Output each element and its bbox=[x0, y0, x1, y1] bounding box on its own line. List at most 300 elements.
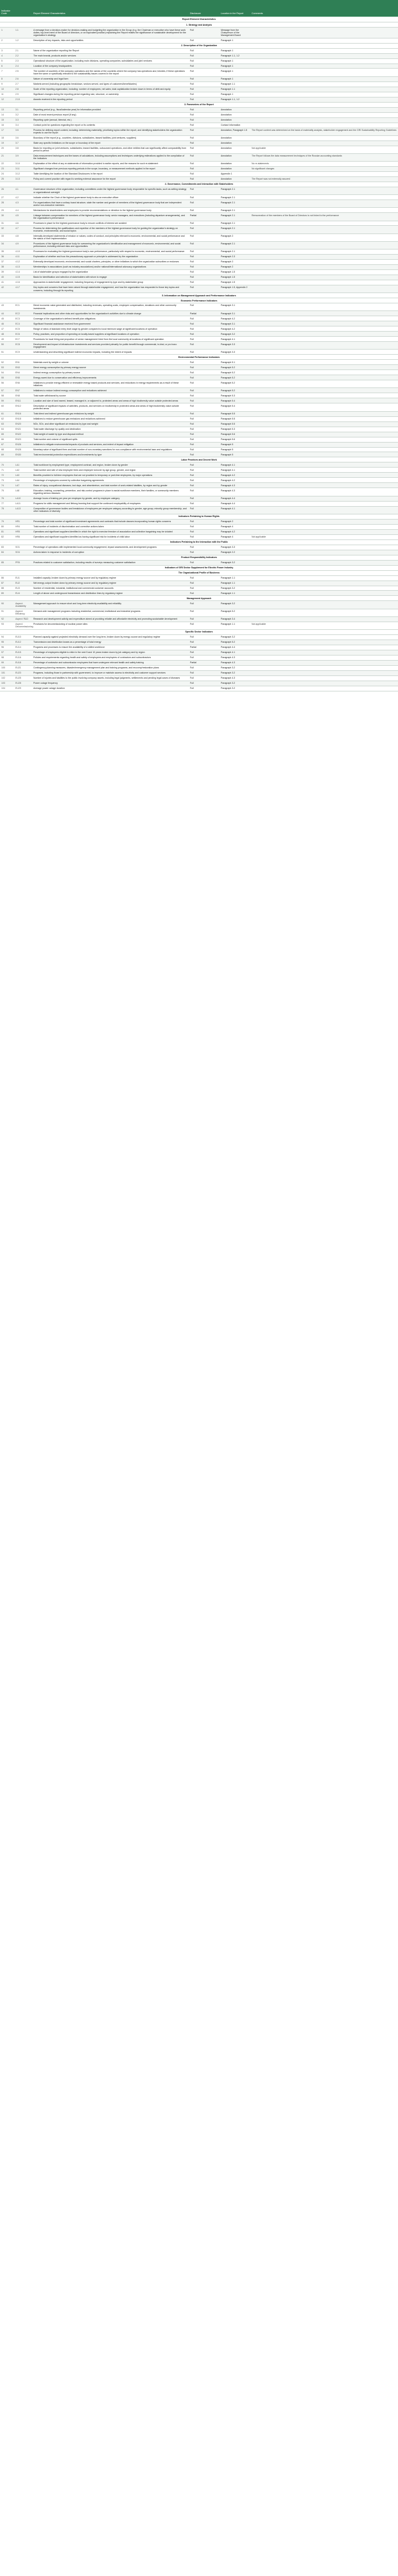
comment: Not applicable bbox=[250, 622, 398, 629]
disclosure-level: Full bbox=[189, 58, 220, 64]
table-row bbox=[0, 255, 398, 260]
row-number: 58 bbox=[0, 393, 14, 398]
report-element: List of stakeholder groups engaged by the organization bbox=[32, 269, 189, 275]
row-number: 78 bbox=[0, 506, 14, 514]
report-location: Paragraph 5.2 bbox=[220, 609, 250, 616]
report-location: Paragraph 2.1 bbox=[220, 250, 250, 255]
disclosure-level: Full bbox=[189, 534, 220, 539]
indicator-code: 4.11 bbox=[14, 255, 32, 260]
disclosure-level: Full bbox=[189, 609, 220, 616]
report-location: Paragraph 1.1 bbox=[220, 580, 250, 586]
section-heading: Management Approach bbox=[0, 596, 398, 601]
report-element: Internally developed statements of mission or values, codes of conduct, and principles relevant to economic, environmental, and social performance and the status of their implementation bbox=[32, 233, 189, 241]
table-row bbox=[0, 87, 398, 92]
indicator-code: 4.2 bbox=[14, 195, 32, 200]
table-row bbox=[0, 622, 398, 629]
report-location: Paragraph 2 bbox=[220, 265, 250, 270]
comment bbox=[250, 87, 398, 92]
disclosure-level: Partial bbox=[189, 645, 220, 650]
indicator-code: 4.9 bbox=[14, 241, 32, 249]
row-number: 2 bbox=[0, 38, 14, 43]
report-location: Paragraph 4.4 bbox=[220, 645, 250, 650]
comment bbox=[250, 601, 398, 609]
indicator-code: EU16 bbox=[14, 655, 32, 660]
table-row bbox=[0, 177, 398, 182]
report-element: Contingency planning measures, disaster/emergency management plan and training programs, and recovery/restoration plans bbox=[32, 665, 189, 670]
table-row bbox=[0, 432, 398, 437]
comment: Not applicable bbox=[250, 534, 398, 539]
indicator-code: EC2 bbox=[14, 311, 32, 316]
report-element: Total weight of waste by type and disposal method bbox=[32, 432, 189, 437]
report-location: Paragraph 5.6 bbox=[220, 432, 250, 437]
table-row bbox=[0, 167, 398, 172]
table-row bbox=[0, 478, 398, 483]
comment bbox=[250, 255, 398, 260]
row-number: 5 bbox=[0, 58, 14, 64]
report-element: The number of countries of the company operations and the names of the countries where the company has operations and, besides, if these operations have the same or specifically relevant to the sustainability issues covered in the report bbox=[32, 69, 189, 76]
report-location: Paragraph 4.2 bbox=[220, 473, 250, 478]
report-element: Programs and processes to ensure the availability of a skilled workforce bbox=[32, 645, 189, 650]
report-element: Benefits provided to full-time employees that are not provided to temporary or part-time employees, by major operations bbox=[32, 473, 189, 478]
report-element: Significant changes from previous reporting periods in the scope, boundary, or measurement methods applied in the report bbox=[32, 167, 189, 172]
report-element: Data measurement techniques and the bases of calculations, including assumptions and techniques underlying estimations applied to the compilation of the Indicators bbox=[32, 153, 189, 161]
row-number: 13 bbox=[0, 107, 14, 112]
table-row bbox=[0, 280, 398, 285]
row-number: 10 bbox=[0, 87, 14, 92]
report-location: Paragraph 5.3 bbox=[220, 393, 250, 398]
comment bbox=[250, 545, 398, 550]
report-element: Management approach to ensure short and long-term electricity availability and reliability bbox=[32, 601, 189, 609]
report-element: Length of above and underground transmission and distribution lines by regulatory regime bbox=[32, 591, 189, 596]
comment bbox=[250, 316, 398, 321]
table-row bbox=[0, 250, 398, 255]
report-element: Scale of the reporting organization, including: number of employees; net sales; total capitalization broken down in terms of debt and equity bbox=[32, 87, 189, 92]
indicator-code: 4.7 bbox=[14, 226, 32, 233]
report-element: Policies and requirements regarding health and safety of employees and employees of contractors and subcontractors bbox=[32, 655, 189, 660]
indicator-code: EC5 bbox=[14, 326, 32, 332]
table-row bbox=[0, 123, 398, 128]
comment bbox=[250, 350, 398, 355]
report-element: Total direct and indirect greenhouse gas emissions by weight bbox=[32, 411, 189, 416]
table-row bbox=[0, 670, 398, 675]
comment bbox=[250, 655, 398, 660]
comment bbox=[250, 326, 398, 332]
indicator-code: 4.16 bbox=[14, 280, 32, 285]
table-row bbox=[0, 488, 398, 496]
table-row bbox=[0, 326, 398, 332]
indicator-code: Aspect: Efficiency bbox=[14, 609, 32, 616]
report-location: Paragraph 4.3 bbox=[220, 675, 250, 681]
indicator-code: Aspect: R&D bbox=[14, 616, 32, 622]
row-number: 52 bbox=[0, 360, 14, 365]
disclosure-level: Full bbox=[189, 350, 220, 355]
disclosure-level: Full bbox=[189, 107, 220, 112]
report-element: Programs for skills management and lifelong learning that support the continued employability of employees bbox=[32, 501, 189, 506]
report-element: Processes for evaluating the highest governance body's own performance, particularly with respect to economic, environmental, and social performance bbox=[32, 250, 189, 255]
report-element: Initiatives to provide energy-efficient or renewable energy based products and services, and reductions in energy requirements as a result of these initiatives bbox=[32, 380, 189, 388]
report-element: Linkage between compensation for members of the highest governance body, senior managers, and executives (including departure arrangements), and the organization's performance bbox=[32, 213, 189, 221]
report-location: Paragraph 4.2 bbox=[220, 316, 250, 321]
indicator-code: 3.11 bbox=[14, 167, 32, 172]
table-row bbox=[0, 473, 398, 478]
report-location: Paragraph 4.1 bbox=[220, 650, 250, 655]
disclosure-level: Full bbox=[189, 365, 220, 370]
disclosure-level: Full bbox=[189, 285, 220, 292]
report-location: Paragraph 5 bbox=[220, 442, 250, 447]
indicator-code: EN23 bbox=[14, 437, 32, 442]
row-number: 33 bbox=[0, 233, 14, 241]
report-element: Description of significant impacts of activities, products, and services on biodiversity in protected areas and areas of high biodiversity value outside protected areas bbox=[32, 403, 189, 411]
indicator-code: LA10 bbox=[14, 496, 32, 501]
disclosure-level: Full bbox=[189, 153, 220, 161]
row-number: 6 bbox=[0, 64, 14, 69]
report-location: Annotation bbox=[220, 140, 250, 146]
comment bbox=[250, 501, 398, 506]
row-number: 39 bbox=[0, 269, 14, 275]
disclosure-level: Full bbox=[189, 462, 220, 468]
report-location: Paragraph 4.1 bbox=[220, 462, 250, 468]
report-location: Paragraph 1 bbox=[220, 64, 250, 69]
row-number: 45 bbox=[0, 316, 14, 321]
disclosure-level: Partial bbox=[189, 311, 220, 316]
subsection-heading-row bbox=[0, 630, 398, 635]
indicator-code: EN6 bbox=[14, 380, 32, 388]
disclosure-level: Full bbox=[189, 332, 220, 337]
report-location: Paragraph 2.1 bbox=[220, 200, 250, 208]
indicator-code: 2.1 bbox=[14, 48, 32, 53]
report-location: Paragraph 4.2 bbox=[220, 326, 250, 332]
report-element: Policy and current practice with regard to seeking external assurance for the report bbox=[32, 177, 189, 182]
report-element: Mechanisms for shareholders and employees to provide recommendations or direction to the highest governance body bbox=[32, 208, 189, 213]
comment bbox=[250, 53, 398, 58]
indicator-code: 2.8 bbox=[14, 87, 32, 92]
disclosure-level: Full bbox=[189, 421, 220, 427]
table-row bbox=[0, 421, 398, 427]
table-row bbox=[0, 398, 398, 403]
report-location: Paragraph 4.3 bbox=[220, 488, 250, 496]
report-location: Paragraph 1 bbox=[220, 58, 250, 64]
disclosure-level: Full bbox=[189, 370, 220, 375]
disclosure-level: Full bbox=[189, 250, 220, 255]
comment bbox=[250, 550, 398, 555]
comment bbox=[250, 388, 398, 393]
comment bbox=[250, 285, 398, 292]
comment bbox=[250, 462, 398, 468]
report-element: A message from a decision-maker for decision-making and budgeting the organization in the Group (e.g. the Chairman or executive who have these work duties, top-level need of the Board of directors, or an equivalent position) explaining the Report relates the significance of sustainable development for the organization's strategy bbox=[32, 28, 189, 38]
table-row bbox=[0, 365, 398, 370]
report-location: Paragraph 3.2 bbox=[220, 681, 250, 686]
disclosure-level: Full bbox=[189, 53, 220, 58]
indicator-code: 1.2 bbox=[14, 38, 32, 43]
indicator-code: 4.8 bbox=[14, 233, 32, 241]
table-row bbox=[0, 332, 398, 337]
row-number: 57 bbox=[0, 388, 14, 393]
report-location: Paragraph 2.1 bbox=[220, 195, 250, 200]
report-location: Paragraph 1.5, Appendix 2 bbox=[220, 285, 250, 292]
row-number: 25 bbox=[0, 177, 14, 182]
report-element: Memberships in associations (such as industry associations) and/or national/international advocacy organizations bbox=[32, 265, 189, 270]
indicator-code: EN28 bbox=[14, 447, 32, 452]
disclosure-level: Full bbox=[189, 452, 220, 457]
report-element: Coverage of the organization's defined benefit plan obligations bbox=[32, 316, 189, 321]
indicator-code: EU14 bbox=[14, 645, 32, 650]
comment bbox=[250, 135, 398, 140]
indicator-code: 4.6 bbox=[14, 221, 32, 226]
row-number: 12 bbox=[0, 97, 14, 102]
comment bbox=[250, 226, 398, 233]
row-number: 15 bbox=[0, 117, 14, 123]
row-number: 28 bbox=[0, 200, 14, 208]
report-element: Nature of ownership and legal form bbox=[32, 76, 189, 81]
report-location: Paragraph 5.2 bbox=[220, 388, 250, 393]
row-number: 16 bbox=[0, 123, 14, 128]
report-location: Paragraph 3.2 bbox=[220, 686, 250, 691]
table-row bbox=[0, 97, 398, 102]
disclosure-level: Full bbox=[189, 360, 220, 365]
row-number: 80 bbox=[0, 524, 14, 529]
comment bbox=[250, 107, 398, 112]
comment bbox=[250, 117, 398, 123]
row-number: 50 bbox=[0, 342, 14, 350]
section-heading: 5. Information on Management Approach and Performance Indicators bbox=[0, 293, 398, 298]
disclosure-level: Full bbox=[189, 586, 220, 591]
report-location: Paragraph 3.1 bbox=[220, 303, 250, 311]
section-heading: Product Responsibility Indicators bbox=[0, 555, 398, 560]
comment bbox=[250, 416, 398, 421]
comment bbox=[250, 650, 398, 655]
comment bbox=[250, 208, 398, 213]
disclosure-level: Full bbox=[189, 275, 220, 280]
subsection-heading-row bbox=[0, 298, 398, 303]
report-element: Development and impact of infrastructure investments and services provided primarily for public benefit through commercial, in-kind, or pro bono engagement bbox=[32, 342, 189, 350]
comment bbox=[250, 575, 398, 580]
report-element: Percentage of employees eligible to retire in the next 5 and 10 years broken down by job category and by region bbox=[32, 650, 189, 655]
indicator-code: LA8 bbox=[14, 488, 32, 496]
subsection-heading-row bbox=[0, 22, 398, 28]
row-number: 23 bbox=[0, 167, 14, 172]
report-element: Rates of injury, occupational diseases, lost days, and absenteeism, and total number of work-related fatalities, by region and by gender bbox=[32, 483, 189, 488]
indicator-code: EC3 bbox=[14, 316, 32, 321]
disclosure-level: Full bbox=[189, 468, 220, 473]
row-number: 19 bbox=[0, 140, 14, 146]
table-row bbox=[0, 285, 398, 292]
table-row bbox=[0, 462, 398, 468]
report-element: For organizations that have a unitary board structure, state the number and gender of members of the highest governance body that are independent and/or non-executive members bbox=[32, 200, 189, 208]
report-element: Operations and significant suppliers identified as having significant risk for incidents of child labor bbox=[32, 534, 189, 539]
report-location: Paragraph 4.1 bbox=[220, 337, 250, 342]
table-row bbox=[0, 686, 398, 691]
gri-index-table bbox=[0, 0, 398, 691]
table-row bbox=[0, 117, 398, 123]
disclosure-level: Full bbox=[189, 496, 220, 501]
row-number: 90 bbox=[0, 601, 14, 609]
table-row bbox=[0, 519, 398, 524]
section-heading: Indicators Pertaining to the Interaction with the Public bbox=[0, 539, 398, 545]
report-element: Materials used by weight or volume bbox=[32, 360, 189, 365]
indicator-code: EU15 bbox=[14, 650, 32, 655]
indicator-code: 2.9 bbox=[14, 92, 32, 97]
row-number: 98 bbox=[0, 655, 14, 660]
row-number: 61 bbox=[0, 411, 14, 416]
subsection-heading-row bbox=[0, 457, 398, 462]
table-row bbox=[0, 58, 398, 64]
table-row bbox=[0, 200, 398, 208]
section-heading: 3. Parameters of the Report bbox=[0, 102, 398, 107]
indicator-code: EC9 bbox=[14, 350, 32, 355]
disclosure-level: Full bbox=[189, 506, 220, 514]
row-number: 53 bbox=[0, 365, 14, 370]
disclosure-level: Full bbox=[189, 519, 220, 524]
comment bbox=[250, 524, 398, 529]
comment bbox=[250, 332, 398, 337]
disclosure-level: Full bbox=[189, 681, 220, 686]
report-element: Operations and significant suppliers identified in which the right to exercise freedom of association and collective bargaining may be violated bbox=[32, 529, 189, 534]
comment bbox=[250, 665, 398, 670]
report-location: Paragraph 3.2 bbox=[220, 665, 250, 670]
table-row bbox=[0, 442, 398, 447]
table-row bbox=[0, 28, 398, 38]
table-row bbox=[0, 162, 398, 167]
table-row bbox=[0, 350, 398, 355]
indicator-code: EN26 bbox=[14, 442, 32, 447]
row-number: 7 bbox=[0, 69, 14, 76]
row-number: 64 bbox=[0, 427, 14, 432]
table-row bbox=[0, 427, 398, 432]
comment bbox=[250, 681, 398, 686]
table-row bbox=[0, 233, 398, 241]
indicator-code: EC4 bbox=[14, 321, 32, 326]
report-element: Composition of governance bodies and breakdown of employees per employee category according to gender, age group, minority group membership, and other indicators of diversity bbox=[32, 506, 189, 514]
comment bbox=[250, 616, 398, 622]
disclosure-level: Full bbox=[189, 255, 220, 260]
comment bbox=[250, 241, 398, 249]
report-element: Average power outage duration bbox=[32, 686, 189, 691]
table-row bbox=[0, 48, 398, 53]
indicator-code: EN30 bbox=[14, 452, 32, 457]
report-element: State any specific limitations on the scope or boundary of the report bbox=[32, 140, 189, 146]
table-row bbox=[0, 437, 398, 442]
disclosure-level: Full bbox=[189, 483, 220, 488]
indicator-code: 2.2 bbox=[14, 53, 32, 58]
row-number: 69 bbox=[0, 452, 14, 457]
report-location: Paragraph 1.1 bbox=[220, 575, 250, 580]
row-number: 72 bbox=[0, 473, 14, 478]
disclosure-level: Full bbox=[189, 187, 220, 194]
report-element: Number of residential, industrial, institutional and commercial customer accounts bbox=[32, 586, 189, 591]
comment bbox=[250, 38, 398, 43]
report-element: Markets served (including geographic breakdown, sectors served, and types of customers/beneficiaries) bbox=[32, 81, 189, 87]
table-row bbox=[0, 545, 398, 550]
report-location: Paragraph 5.2 bbox=[220, 380, 250, 388]
comment bbox=[250, 529, 398, 534]
row-number: 29 bbox=[0, 208, 14, 213]
report-element: Direct economic value generated and distributed, including revenues, operating costs, employee compensation, donations and other community investments bbox=[32, 303, 189, 311]
indicator-code: EC7 bbox=[14, 337, 32, 342]
report-location: Paragraph 5.5 bbox=[220, 421, 250, 427]
indicator-code: EC8 bbox=[14, 342, 32, 350]
table-row bbox=[0, 550, 398, 555]
comment bbox=[250, 233, 398, 241]
report-location: Annotation, Paragraph 1.5 bbox=[220, 128, 250, 135]
indicator-code: EU1 bbox=[14, 575, 32, 580]
row-number: 73 bbox=[0, 478, 14, 483]
indicator-code: HR6 bbox=[14, 534, 32, 539]
report-element: Initiatives to mitigate environmental impacts of products and services, and extent of impact mitigation bbox=[32, 442, 189, 447]
disclosure-level: Full bbox=[189, 128, 220, 135]
table-row bbox=[0, 208, 398, 213]
table-row bbox=[0, 53, 398, 58]
table-row bbox=[0, 128, 398, 135]
report-location: Paragraph 2 bbox=[220, 260, 250, 265]
report-element: Monetary value of significant fines and total number of non-monetary sanctions for non-compliance with environmental laws and regulations bbox=[32, 447, 189, 452]
table-row bbox=[0, 496, 398, 501]
report-element: Demand-side management programs including residential, commercial, institutional and industrial programs bbox=[32, 609, 189, 616]
section-heading: Labor Practices and Decent Work bbox=[0, 457, 398, 462]
table-row bbox=[0, 226, 398, 233]
disclosure-level: Full bbox=[189, 226, 220, 233]
row-number: 100 bbox=[0, 665, 14, 670]
report-location: Message from the Chairperson of the Management Board bbox=[220, 28, 250, 38]
comment bbox=[250, 221, 398, 226]
report-element: Explanation of the effect of any re-statements of information provided in earlier reports, and the reasons for such re-statement bbox=[32, 162, 189, 167]
report-location: Paragraph 5 bbox=[220, 452, 250, 457]
report-element: Operational structure of the organization, including main divisions, operating companies, subsidiaries and joint ventures bbox=[32, 58, 189, 64]
indicator-code: LA7 bbox=[14, 483, 32, 488]
table-row bbox=[0, 265, 398, 270]
row-number: 3 bbox=[0, 48, 14, 53]
comment bbox=[250, 48, 398, 53]
report-location: Paragraph 4 bbox=[220, 524, 250, 529]
indicator-code: 4.4 bbox=[14, 208, 32, 213]
disclosure-level: Full bbox=[189, 686, 220, 691]
subsection-heading-row bbox=[0, 570, 398, 575]
report-location: Annotation bbox=[220, 153, 250, 161]
row-number: 41 bbox=[0, 280, 14, 285]
row-number: 67 bbox=[0, 442, 14, 447]
disclosure-level: Full bbox=[189, 117, 220, 123]
report-element: Education, training, counseling, prevention, and risk-control programs in place to assist workforce members, their families, or community members regarding serious diseases bbox=[32, 488, 189, 496]
disclosure-level: Full bbox=[189, 427, 220, 432]
report-location: Paragraph 5.4 bbox=[220, 398, 250, 403]
indicator-code: 2.3 bbox=[14, 58, 32, 64]
report-location: Paragraph 5.2 bbox=[220, 370, 250, 375]
comment bbox=[250, 468, 398, 473]
comment bbox=[250, 670, 398, 675]
report-element: Process for defining report content, including: determining materiality; prioritizing topics within the report; and identifying stakeholders the organization expects to use the report bbox=[32, 128, 189, 135]
indicator-code: EN3 bbox=[14, 365, 32, 370]
report-location: Paragraph 5.1 bbox=[220, 360, 250, 365]
comment bbox=[250, 200, 398, 208]
report-element: The main brands, products and/or services bbox=[32, 53, 189, 58]
report-element: Explanation of whether and how the precautionary approach or principle is addressed by the organization bbox=[32, 255, 189, 260]
comment bbox=[250, 360, 398, 365]
disclosure-level: Full bbox=[189, 87, 220, 92]
indicator-code: EU25 bbox=[14, 675, 32, 681]
comment bbox=[250, 76, 398, 81]
table-row bbox=[0, 411, 398, 416]
indicator-code: 3.13 bbox=[14, 177, 32, 182]
row-number: 76 bbox=[0, 496, 14, 501]
indicator-code: EN1 bbox=[14, 360, 32, 365]
row-number: 77 bbox=[0, 501, 14, 506]
header-blank bbox=[14, 0, 32, 17]
row-number: 95 bbox=[0, 640, 14, 645]
row-number: 63 bbox=[0, 421, 14, 427]
indicator-code: 2.10 bbox=[14, 97, 32, 102]
comment bbox=[250, 342, 398, 350]
disclosure-level: Full bbox=[189, 112, 220, 117]
disclosure-level: Partial bbox=[189, 213, 220, 221]
